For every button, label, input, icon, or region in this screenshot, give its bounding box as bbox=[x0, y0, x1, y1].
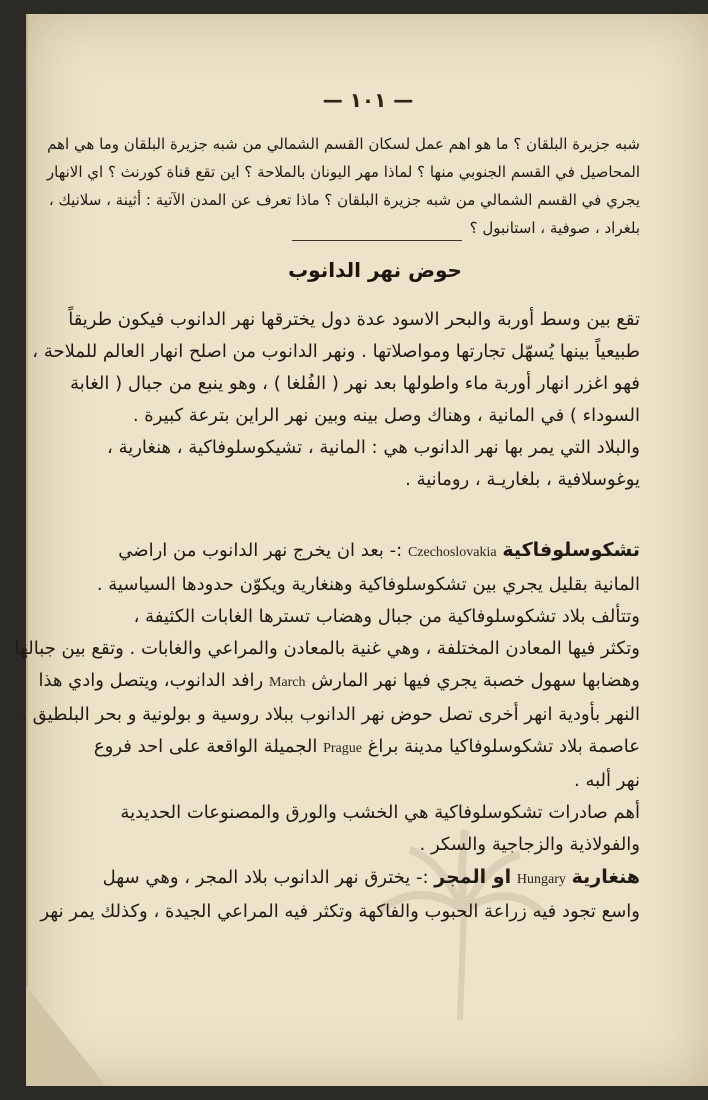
text-line: المانية بقليل يجري بين تشكوسلوفاكية وهنغارية ويكوّن حدودها السياسية . bbox=[96, 574, 640, 595]
text-line: النهر بأودية انهر أخرى تصل حوض نهر الدانوب ببلاد روسية و بولونية و بحر البلطيق . bbox=[21, 704, 640, 725]
hungary-heading: هنغارية bbox=[571, 866, 640, 888]
review-questions bbox=[46, 130, 640, 242]
text-line: السوداء ) في المانية ، وهناك وصل بينه وبين نهر الراين بترعة كبيرة . bbox=[132, 405, 640, 426]
text-line: تقع بين وسط أوربة والبحر الاسود عدة دول يخترقها نهر الدانوب فيكون طريقاً bbox=[68, 309, 640, 330]
march-after: رافد الدانوب، ويتصل وادي هذا bbox=[38, 670, 264, 691]
march-latin: March bbox=[268, 675, 306, 690]
hungary-latin-name: Hungary bbox=[516, 872, 566, 887]
section-divider bbox=[292, 240, 462, 241]
text-line: والبلاد التي يمر بها نهر الدانوب هي : المانية ، تشيكوسلوفاكية ، هنغارية ، bbox=[107, 437, 640, 458]
hungary-heading-line bbox=[90, 861, 640, 896]
question-line: بلغراد ، صوفية ، استانبول ؟ bbox=[469, 219, 640, 237]
text-line: واسع تجود فيه زراعة الحبوب والفاكهة وتكثر فيه المراعي الجيدة ، وكذلك يمر نهر bbox=[40, 901, 640, 922]
text-line: طبيعياً بينها يُسهّل تجارتها ومواصلاتها . ونهر الدانوب من اصلح انهار العالم للملاحة ، bbox=[32, 341, 640, 362]
page-number: — ١٠١ — bbox=[322, 88, 414, 112]
text-line: يوغوسلافية ، بلغاريـة ، رومانية . bbox=[405, 469, 640, 490]
czech-heading-line bbox=[90, 534, 640, 569]
paragraph-danube-intro bbox=[32, 304, 640, 496]
question-line: يجري في القسم الشمالي من شبه جزيرة البلقان ؟ ماذا تعرف عن المدن الآتية : أثينة ، سلانيك ، bbox=[48, 191, 640, 209]
text-line: أهم صادرات تشكوسلوفاكية هي الخشب والورق والمصنوعات الحديدية bbox=[120, 802, 640, 823]
prague-after: الجميلة الواقعة على احد فروع bbox=[93, 736, 318, 757]
hungary-heading-rest: :- يخترق نهر الدانوب بلاد المجر ، وهي سهل bbox=[102, 867, 429, 888]
czech-latin-name: Czechoslovakia bbox=[407, 545, 497, 560]
question-line: المحاصيل في القسم الجنوبي منها ؟ لماذا مهر اليونان بالملاحة ؟ اين تقع قناة كورنث ؟ اي الانهار bbox=[46, 163, 640, 181]
hungary-heading-alt: او المجر bbox=[434, 866, 512, 888]
paragraph-czechoslovakia bbox=[14, 534, 640, 928]
text-line: وتتألف بلاد تشكوسلوفاكية من جبال وهضاب تسترها الغابات الكثيفة ، bbox=[133, 606, 640, 627]
question-line: شبه جزيرة البلقان ؟ ما هو اهم عمل لسكان القسم الشمالي من شبه جزيرة البلقان وما هي اهم bbox=[47, 135, 640, 153]
prague-line bbox=[90, 731, 640, 765]
text-line: نهر ألبه . bbox=[574, 770, 640, 791]
page-fold bbox=[26, 986, 106, 1086]
text-line: فهو اغزر انهار أوربة ماء واطولها بعد نهر ( الفُلغا ) ، وهو ينبع من جبال ( الغابة bbox=[70, 373, 640, 394]
march-before: وهضابها سهول خصبة يجري فيها نهر المارش bbox=[311, 670, 640, 691]
prague-latin: Prague bbox=[323, 741, 362, 756]
prague-before: عاصمة بلاد تشكوسلوفاكيا مدينة براغ bbox=[367, 736, 640, 757]
march-line bbox=[38, 665, 640, 699]
text-line: وتكثر فيها المعادن المختلفة ، وهي غنية بالمعادن والمراعي والغابات . وتقع بين جبالها bbox=[14, 638, 640, 659]
czech-heading: تشكوسلوفاكية bbox=[502, 539, 640, 561]
czech-heading-rest: :- بعد ان يخرج نهر الدانوب من اراضي bbox=[118, 540, 403, 561]
section-title: حوض نهر الدانوب bbox=[288, 258, 462, 282]
text-line: والفولاذية والزجاجية والسكر . bbox=[419, 834, 640, 855]
